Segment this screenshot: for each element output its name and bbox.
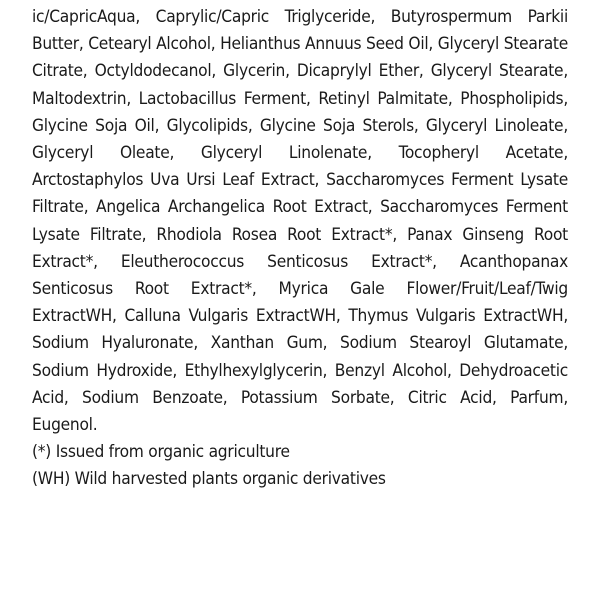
ingredients-document bbox=[32, 4, 568, 494]
footnotes bbox=[32, 439, 568, 493]
ingredients-list: ic/CapricAqua, Caprylic/Capric Triglyceride, Butyrospermum Parkii Butter, Cetearyl Alcohol, Helianthus Annuus Seed Oil, Glyceryl Stearate Citrate, Octyldodecanol, Glycerin, Dicaprylyl Ether, Glyceryl Stearate, Maltodextrin, Lactobacillus Ferment, Retinyl Palmitate, Phospholipids, Glycine Soja Oil, Glycolipids, Glycine Soja Sterols, Glyceryl Linoleate, Glyceryl Oleate, Glyceryl Linolenate, Tocopheryl Acetate, Arctostaphylos Uva Ursi Leaf Extract, Saccharomyces Ferment Lysate Filtrate, Angelica Archangelica Root Extract, Saccharomyces Ferment Lysate Filtrate, Rhodiola Rosea Root Extract*, Panax Ginseng Root Extract*, Eleutherococcus Senticosus Extract*, Acanthopanax Senticosus Root Extract*, Myrica Gale Flower/Fruit/Leaf/Twig ExtractWH, Calluna Vulgaris ExtractWH, Thymus Vulgaris ExtractWH, Sodium Hyaluronate, Xanthan Gum, Sodium Stearoyl Glutamate, Sodium Hydroxide, Ethylhexylglycerin, Benzyl Alcohol, Dehydroacetic Acid, Sodium Benzoate, Potassium Sorbate, Citric Acid, Parfum, Eugenol. bbox=[32, 7, 568, 436]
footnote-wild-harvested: (WH) Wild harvested plants organic derivatives bbox=[32, 469, 386, 490]
footnote-organic: (*) Issued from organic agriculture bbox=[32, 442, 290, 463]
